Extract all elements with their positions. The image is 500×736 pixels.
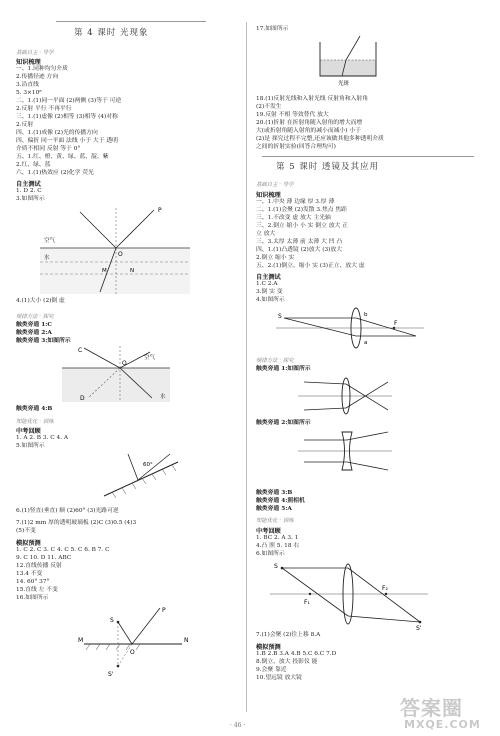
angle-label: 60° — [143, 462, 153, 468]
refracted-ray — [347, 432, 388, 440]
answer-line: 1.C 2.A — [256, 281, 278, 287]
answer-line: 6.(1)竖直(垂直) 顺 (2)60° (3)光路可逆 — [16, 508, 119, 514]
refracted-ray — [347, 462, 388, 470]
answer-line: 9. C 10. D 11. ABC — [16, 555, 72, 561]
refracted-ray-a — [356, 318, 416, 336]
answer-line: 二、1.(1)同一平面 (2)两侧 (3)等于 可逆 — [16, 98, 122, 104]
subsection-header: 自主测试 — [256, 274, 281, 281]
answer-line: 3.沿直线 — [16, 82, 39, 88]
label-p: P — [162, 607, 166, 614]
answer-line: 1. D 2. C — [16, 188, 42, 194]
section-header: 规律方法 · 探究 — [256, 358, 294, 364]
answer-line: 三、2.倒立 缩小 小 实 倒立 放大 正 — [256, 223, 348, 229]
answer-line: 18.(1)反射光线和入射光线 反射角和入射角 — [256, 96, 369, 102]
refraction-diagram-1 — [30, 204, 200, 296]
answer-line: 触类旁通 4:B — [16, 406, 53, 412]
incident-ray — [118, 622, 132, 644]
answer-line: 10.望远镜 放大镜 — [256, 675, 302, 681]
water-region — [62, 368, 170, 402]
incident-ray — [304, 408, 346, 410]
answer-line: (2)是 探究过程不完整,还应该做其他多种透明介质 — [256, 136, 384, 142]
subsection-header: 模拟预测 — [16, 540, 41, 547]
convex-lens-diagram-2 — [298, 376, 394, 416]
answer-line: 9.会聚 靠近 — [256, 667, 287, 673]
label-b: b — [364, 312, 368, 318]
mirror-diagram — [98, 452, 184, 504]
label-d: D — [80, 395, 85, 402]
incident-ray — [346, 36, 360, 60]
answer-line: 2.传播径迹 方向 — [16, 74, 59, 80]
lesson-title: 第 5 课时 透镜及其应用 — [276, 162, 380, 172]
answer-line: 介质不相同 反射 等于 0° — [16, 146, 81, 152]
subsection-header: 中考回顾 — [16, 428, 41, 435]
answer-line: 触类旁通 2:如图所示 — [256, 420, 311, 426]
label-n: N — [184, 637, 189, 644]
reflected-ray — [132, 608, 160, 644]
answer-line: 四、偏折 同一平面 法线 小于 大于 透明 — [16, 138, 118, 144]
label-o: O — [122, 360, 127, 367]
subsection-header: 中考回顾 — [256, 528, 281, 535]
answer-line: 15.直线 左 不变 — [16, 587, 58, 593]
answer-line: 2.反射 — [16, 122, 34, 128]
answer-line: 2.倒立 缩小 实 — [256, 255, 295, 261]
answer-line: 五、2.(1)倒立、缩小 实 (3)正立、放大 虚 — [256, 263, 365, 269]
lesson-title-rule — [56, 21, 206, 22]
answer-line: 1. A 2. B 3. C 4. A — [16, 435, 69, 441]
section-header: 基础自主 · 导学 — [16, 50, 54, 56]
incident-ray — [116, 210, 154, 248]
answer-line: 四、1.(1)成像 (2)光的传播方向 — [16, 130, 98, 136]
refracted-ray — [346, 384, 388, 410]
label-air: 空气 — [44, 238, 56, 244]
answer-line: 13.4 不变 — [16, 571, 43, 577]
label-air: 空气 — [144, 355, 156, 361]
convex-lens-diagram-1 — [276, 306, 426, 350]
answer-line: 三、3.太厚 太薄 前 太薄 大 凹 凸 — [256, 239, 343, 245]
incident-ray — [128, 454, 138, 480]
section-header: 知能优化 · 训练 — [256, 518, 294, 524]
answer-line: 1. C 2. C 3. C 4. C 5. C 6. B 7. C — [16, 547, 110, 553]
label-a: a — [364, 340, 368, 346]
answer-line: 4.凸 照 5. 18 右 — [256, 543, 300, 549]
label-f1: F₁ — [304, 599, 310, 606]
label-water: 水 — [44, 255, 50, 261]
answer-line: 3.如图所示 — [16, 196, 45, 202]
refracted-ray — [348, 568, 420, 622]
answer-line: 三、1.(1)虚像 (2)相等 (3)相等 (4)对称 — [16, 114, 118, 120]
answer-line: 5. 3×10⁸ — [16, 90, 42, 96]
section-header: 知能优化 · 训练 — [16, 419, 54, 425]
column-divider — [246, 22, 247, 712]
answer-line: 二、1.(1)会聚 (2)发散 3.焦点 焦距 — [256, 207, 347, 213]
focal-ray — [282, 568, 348, 616]
label-s: S — [274, 563, 278, 570]
container-diagram — [316, 36, 396, 92]
answer-line: 6.如图所示 — [256, 551, 285, 557]
refraction-diagram-2 — [62, 346, 172, 404]
label-spot: 光斑 — [338, 81, 350, 87]
lesson-title: 第 4 课时 光现象 — [74, 28, 149, 38]
lesson-title-rule — [262, 156, 474, 157]
label-c: C — [78, 347, 83, 354]
label-o: O — [130, 649, 135, 656]
answer-line: 触类旁通 1:C — [16, 322, 52, 328]
answer-line: 7.(1)2 mm 厚的透明玻璃板 (2)C (3)0.5 (4)3 — [16, 520, 137, 526]
plane-mirror-diagram — [78, 604, 190, 680]
answer-line: 触类旁通 1:如图所示 — [256, 366, 311, 372]
answer-line: 3.倒 实 变 — [256, 289, 283, 295]
answer-line: 触类旁通 4:照相机 — [256, 498, 305, 504]
watermark-url: MXQE.COM — [404, 718, 481, 731]
answer-line: 触类旁通 5:A — [256, 506, 292, 512]
answer-line: 触类旁通 2:A — [16, 330, 52, 336]
answer-line: 4.如图所示 — [256, 297, 285, 303]
answer-line: 一、1.中央 薄 边缘 厚 3.厚 薄 — [256, 199, 335, 205]
incident-ray — [304, 382, 346, 384]
answer-line: 触类旁通 3:如图所示 — [16, 338, 71, 344]
answer-line: 19.反射 不相 等效替代 放大 — [256, 112, 329, 118]
focus-point-1 — [309, 593, 311, 595]
answer-line: 2.红、绿、蓝 — [16, 162, 51, 168]
label-s-image: S' — [108, 671, 114, 678]
subsection-header: 知识梳理 — [256, 192, 281, 199]
label-water: 水 — [160, 394, 166, 400]
answer-line: 六、1.(1)热效应 (2)化学 荧光 — [16, 170, 94, 176]
answer-line: 17.如图所示 — [256, 26, 289, 32]
subsection-header: 模拟预测 — [256, 644, 281, 651]
label-n: N — [130, 268, 135, 274]
reflected-ray — [80, 212, 116, 248]
answer-line: 5.如图所示 — [16, 443, 45, 449]
answer-line: (5)不变 — [16, 528, 36, 534]
convex-lens-diagram-3 — [270, 560, 430, 632]
label-f2: F₂ — [382, 585, 388, 592]
answer-line: 1. BC 2. A 3. 1 — [256, 535, 299, 541]
label-o: O — [118, 251, 123, 258]
mirror-surface — [104, 462, 178, 496]
answer-line: 触类旁通 3:B — [256, 490, 293, 496]
ray-b — [284, 318, 356, 336]
answer-line: 大(或折射角随入射角的减小而减小) 小于 — [256, 128, 361, 134]
refracted-ray — [346, 382, 388, 408]
answer-line: (2)不发生 — [256, 104, 282, 110]
subsection-header: 知识梳理 — [16, 59, 41, 66]
answer-line: 12.直线传播 反射 — [16, 563, 62, 569]
answer-line: 14. 60° 37° — [16, 579, 50, 585]
label-p: P — [158, 207, 162, 214]
section-header: 基础自主 · 导学 — [256, 182, 294, 188]
mirror-hatching — [112, 465, 176, 498]
answer-line: 8.倒立、放大 投影仪 能 — [256, 659, 318, 665]
watermark-logo — [400, 692, 492, 734]
answer-line: 1.B 2.B 3.A 4.B 5.C 6.C 7.D — [256, 651, 337, 657]
answer-line: 7.(1)会聚 (2)往上移 8.A — [256, 632, 321, 638]
water-fill — [321, 60, 376, 76]
label-m: M — [78, 637, 84, 644]
answer-line: 立 放大 — [256, 231, 276, 237]
page-number: · 46 · — [230, 722, 246, 729]
refracted-ray — [348, 616, 420, 622]
answer-line: 四、1.(1)凸透镜 (2)放大 (3)放大 — [256, 247, 343, 253]
focus-point-2 — [385, 593, 387, 595]
focus-point — [393, 327, 395, 329]
subsection-header: 自主测试 — [16, 181, 41, 188]
concave-lens-diagram — [298, 430, 394, 472]
answer-line: 16.如图所示 — [16, 595, 49, 601]
answer-line: 20.(1)折射 在折射角随入射角的增大而增 — [256, 120, 363, 126]
label-f: F — [394, 320, 398, 327]
incident-ray — [84, 348, 120, 368]
label-s: S — [110, 617, 114, 624]
answer-line: 一、1.同种均匀介质 — [16, 66, 68, 72]
label-s: S — [278, 313, 282, 320]
answer-line: 五、1.红、橙、黄、绿、蓝、靛、紫 — [16, 154, 109, 160]
watermark-text: 答案圈 — [400, 696, 463, 720]
label-m: M — [102, 268, 107, 274]
label-s-image: S' — [416, 625, 422, 632]
answer-line: 之间的折射实验(回答合理均可) — [256, 144, 336, 150]
answer-line: 2.反射 平行 不再平行 — [16, 106, 72, 112]
water-region — [40, 248, 190, 294]
section-header: 规律方法 · 探究 — [16, 314, 54, 320]
answer-line: 三、1.不改变 虚 放大 主光轴 — [256, 215, 331, 221]
answer-line: 4.(1)大小 (2)倒 虚 — [16, 298, 65, 304]
